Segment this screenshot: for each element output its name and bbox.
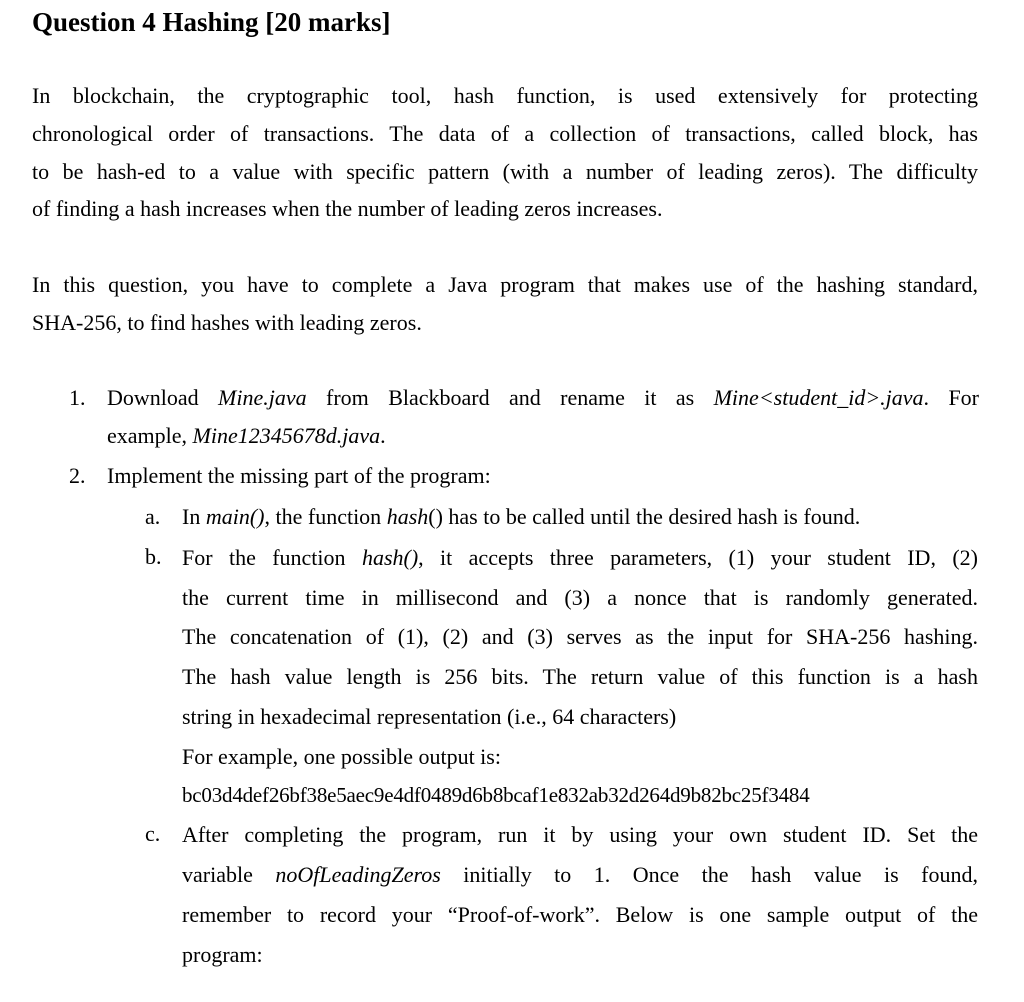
question-title: Question 4 Hashing [20 marks] [32,7,391,37]
example-hash-output: bc03d4def26bf38e5aec9e4df0489d6b8bcaf1e832ab32d264d9b82bc25f3484 [182,783,810,808]
sub-b-line: the current time in millisecond and (3) a nonce that is randomly generated. [182,584,978,610]
step-1-number: 1. [69,385,86,410]
task-line: In this question, you have to complete a Java program that makes use of the hashing standard, [32,272,978,297]
sub-c-line: program: [182,942,263,967]
example-file-name: Mine12345678d.java [192,423,381,448]
step-1-text-before: Download [107,385,219,410]
sub-b-line: For example, one possible output is: [182,743,501,769]
task-line: SHA-256, to find hashes with leading zeros. [32,309,422,335]
step-1-line [107,379,979,417]
sub-c-line2-prefix: variable [182,862,276,887]
sub-c-letter: c. [145,821,161,846]
sub-a-line [182,498,982,536]
sub-b-line: The concatenation of (1), (2) and (3) serves as the input for SHA-256 hashing. [182,624,978,650]
hash-function-name: hash [386,504,429,529]
file-name: Mine.java [218,385,307,410]
variable-name: noOfLeadingZeros [275,862,441,887]
sub-a-letter: a. [145,504,161,529]
step-2-number: 2. [69,463,86,488]
sub-b-line1-prefix: For the function [182,545,362,570]
step-1-text-middle: from Blackboard and rename it as [306,385,714,410]
sub-b-line: string in hexadecimal representation (i.e., 64 characters) [182,703,677,729]
sub-b-text [182,538,978,816]
step-1-text [107,379,979,455]
intro-line: chronological order of transactions. The data of a collection of transactions, called block, has [32,120,978,146]
sub-a-prefix: In [182,504,206,529]
main-function-name: main() [205,504,265,529]
sub-b-line1-suffix: , it accepts three parameters, (1) your student ID, (2) [418,545,978,570]
renamed-file-name: Mine<student_id>.java [713,385,924,410]
sub-b-line: The hash value length is 256 bits. The return value of this function is a hash [182,664,978,690]
intro-line: to be hash-ed to a value with specific pattern (with a number of leading zeros). The difficulty [32,158,978,184]
sub-c-text [182,815,978,975]
sub-c-line: After completing the program, run it by using your own student ID. Set the [182,822,978,847]
intro-line: of finding a hash increases when the number of leading zeros increases. [32,196,663,222]
sub-a-text [182,498,982,536]
hash-function-name: hash() [361,545,419,570]
intro-line: In blockchain, the cryptographic tool, hash function, is used extensively for protecting [32,83,978,108]
sub-b-letter: b. [145,544,162,569]
example-suffix: . [380,423,386,448]
intro-paragraph [32,77,978,228]
sub-a-middle: , the function [264,504,387,529]
step-2-line: Implement the missing part of the program: [107,463,491,488]
sub-c-line [182,855,978,895]
example-prefix: example, [107,423,193,448]
step-2-text [107,457,979,495]
sub-a-suffix: () has to be called until the desired hash is found. [428,504,861,529]
step-1-example-line [107,417,979,455]
sub-c-line2-suffix: initially to 1. Once the hash value is found, [440,862,978,887]
step-1-text-after: . For [923,385,980,410]
sub-c-line: remember to record your “Proof-of-work”. Below is one sample output of the [182,902,978,927]
task-paragraph [32,266,978,342]
sub-b-line [182,538,978,578]
